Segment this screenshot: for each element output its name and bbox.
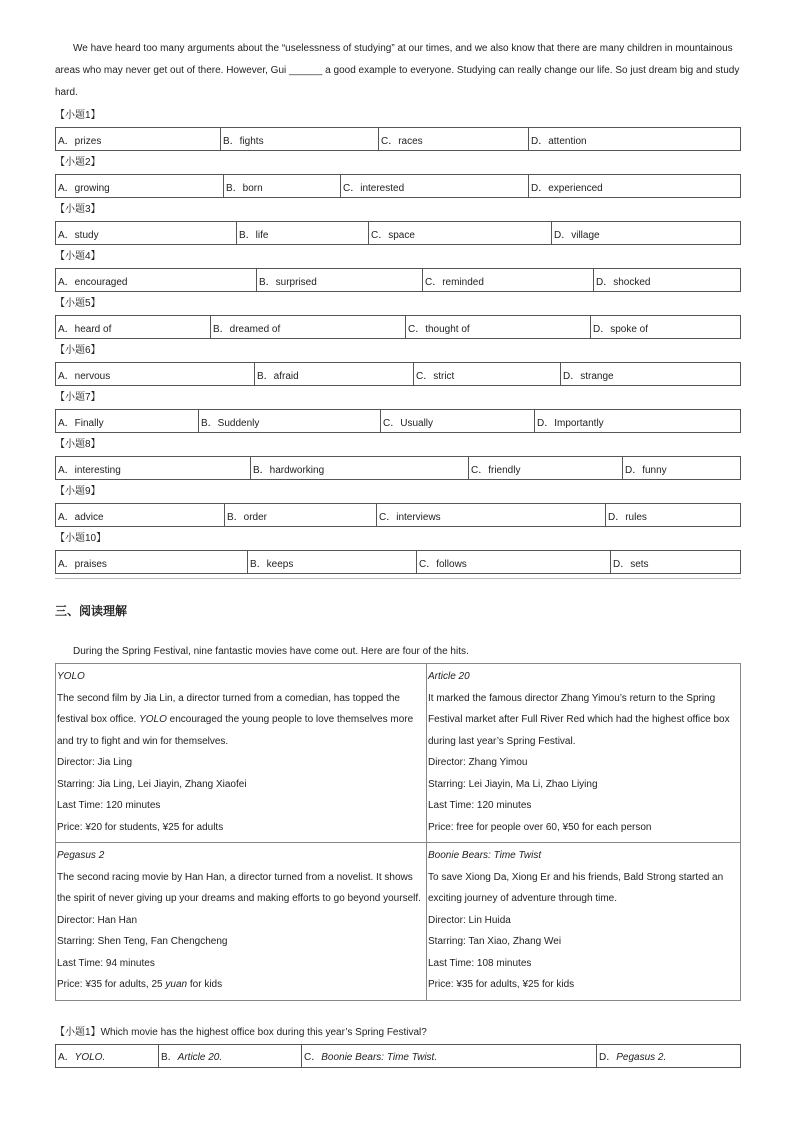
movie-starring: Starring: Shen Teng, Fan Chengcheng	[57, 936, 228, 947]
movie-card-article-20	[427, 664, 741, 843]
option-d[interactable]: D．rules	[606, 504, 741, 527]
question-label: 【小题1】	[55, 110, 101, 121]
option-b[interactable]: B．keeps	[248, 551, 417, 574]
cloze-question-5	[55, 292, 741, 339]
section-divider	[55, 578, 741, 579]
movie-starring: Starring: Lei Jiayin, Ma Li, Zhao Liying	[428, 778, 598, 790]
desc-part-1: The second film by Jia Lin, a director turned from a comedian, has topped the festival box office.	[57, 692, 400, 725]
options-table	[55, 409, 741, 433]
movie-director: Director: Jia Ling	[57, 757, 133, 768]
movie-description: To save Xiong Da, Xiong Er and his friends, Bald Strong started an exciting journey of adventure through time.	[428, 871, 724, 904]
question-label: 【小题5】	[55, 298, 101, 309]
movie-price: Price: ¥35 for adults, ¥25 for kids	[428, 979, 575, 990]
option-b[interactable]: B．surprised	[257, 269, 423, 292]
option-c[interactable]: C．follows	[417, 551, 611, 574]
option-d[interactable]: D．funny	[623, 457, 741, 480]
options-table	[55, 174, 741, 198]
movie-price: Price: free for people over 60, ¥50 for each person	[428, 821, 652, 833]
options-table	[55, 550, 741, 574]
movie-price	[57, 974, 424, 996]
option-c[interactable]: C．races	[379, 128, 529, 151]
question-label: 【小题8】	[55, 439, 101, 450]
option-d[interactable]: D．sets	[611, 551, 741, 574]
options-table	[55, 1044, 741, 1068]
cloze-question-10	[55, 527, 741, 574]
question-label: 【小题1】	[55, 1026, 101, 1038]
option-a[interactable]: A．nervous	[56, 363, 255, 386]
option-d[interactable]	[597, 1044, 741, 1067]
option-b[interactable]	[159, 1044, 302, 1067]
movies-table	[55, 663, 741, 1001]
passage-text-before: We have heard too many arguments about the “uselessness of studying” at our times, and we also know that there are many children in mountainous areas who may never get out of there. However, Gui	[55, 43, 733, 76]
option-b[interactable]: B．born	[224, 175, 341, 198]
option-a[interactable]: A．growing	[56, 175, 224, 198]
option-b[interactable]: B．afraid	[255, 363, 414, 386]
options-table	[55, 315, 741, 339]
option-c[interactable]: C．space	[369, 222, 552, 245]
price-part-2: for kids	[189, 979, 223, 990]
option-text: Article 20.	[177, 1052, 223, 1063]
option-letter: A．	[58, 1052, 75, 1063]
price-unit: yuan	[165, 979, 188, 990]
desc-title-italic: YOLO	[139, 714, 167, 725]
section-title: 三、阅读理解	[55, 604, 128, 618]
option-text: Boonie Bears: Time Twist.	[321, 1052, 438, 1063]
question-label: 【小题6】	[55, 345, 101, 356]
options-table	[55, 221, 741, 245]
option-b[interactable]: B．life	[237, 222, 369, 245]
movie-card-boonie-bears	[427, 843, 741, 1001]
option-b[interactable]: B．order	[225, 504, 377, 527]
option-c[interactable]	[302, 1044, 597, 1067]
option-a[interactable]: A．praises	[56, 551, 248, 574]
movie-last-time: Last Time: 94 minutes	[57, 957, 155, 969]
movie-last-time: Last Time: 108 minutes	[428, 957, 532, 969]
option-a[interactable]: A．Finally	[56, 410, 199, 433]
worksheet-page	[55, 38, 741, 1068]
option-a[interactable]: A．study	[56, 222, 237, 245]
question-label: 【小题3】	[55, 204, 101, 215]
reading-intro: During the Spring Festival, nine fantastic movies have come out. Here are four of the hits.	[73, 646, 469, 657]
movie-director: Director: Han Han	[57, 914, 138, 926]
option-c[interactable]: C．interested	[341, 175, 529, 198]
option-text: Pegasus 2.	[616, 1052, 667, 1063]
cloze-question-6	[55, 339, 741, 386]
options-table	[55, 456, 741, 480]
option-c[interactable]: C．friendly	[469, 457, 623, 480]
cloze-question-3	[55, 198, 741, 245]
option-d[interactable]: D．attention	[529, 128, 741, 151]
option-c[interactable]: C．reminded	[423, 269, 594, 292]
option-letter: B．	[161, 1052, 178, 1063]
options-table	[55, 503, 741, 527]
option-a[interactable]	[56, 1044, 159, 1067]
option-a[interactable]: A．encouraged	[56, 269, 257, 292]
option-text: YOLO.	[74, 1052, 106, 1063]
option-d[interactable]: D．shocked	[594, 269, 741, 292]
cloze-question-2	[55, 151, 741, 198]
movie-starring: Starring: Tan Xiao, Zhang Wei	[428, 936, 562, 947]
desc-part-2: encouraged the young people to love themselves more and try to fight and win for themselves.	[57, 714, 414, 747]
option-letter: C．	[304, 1052, 322, 1063]
option-b[interactable]: B．Suddenly	[199, 410, 381, 433]
option-letter: D．	[599, 1052, 617, 1063]
movie-last-time: Last Time: 120 minutes	[428, 800, 532, 811]
question-label: 【小题10】	[55, 533, 107, 544]
option-d[interactable]: D．Importantly	[535, 410, 741, 433]
option-c[interactable]: C．interviews	[377, 504, 606, 527]
options-table	[55, 127, 741, 151]
cloze-question-8	[55, 433, 741, 480]
question-text: Which movie has the highest office box during this year’s Spring Festival?	[100, 1026, 427, 1038]
movie-starring: Starring: Jia Ling, Lei Jiayin, Zhang Xiaofei	[57, 778, 247, 790]
option-a[interactable]: A．interesting	[56, 457, 251, 480]
passage-text-after: a good example to everyone. Studying can really change our life. So just dream big and study hard.	[55, 65, 740, 98]
movie-last-time: Last Time: 120 minutes	[57, 800, 161, 811]
movie-description: It marked the famous director Zhang Yimou’s return to the Spring Festival market after Full River Red which had the highest office box during last year’s Spring Festival.	[428, 692, 730, 747]
option-a[interactable]: A．heard of	[56, 316, 211, 339]
option-b[interactable]: B．fights	[221, 128, 379, 151]
movie-title: Boonie Bears: Time Twist	[428, 850, 542, 861]
option-d[interactable]: D．village	[552, 222, 741, 245]
options-table	[55, 362, 741, 386]
movie-title: YOLO	[57, 671, 85, 682]
movie-title: Article 20	[428, 671, 470, 682]
question-label: 【小题9】	[55, 486, 101, 497]
options-table	[55, 268, 741, 292]
option-b[interactable]: B．dreamed of	[211, 316, 406, 339]
movie-director: Director: Zhang Yimou	[428, 757, 528, 768]
question-line	[55, 1021, 741, 1044]
option-c[interactable]: C．thought of	[406, 316, 591, 339]
movie-price: Price: ¥20 for students, ¥25 for adults	[57, 821, 224, 833]
option-d[interactable]: D．spoke of	[591, 316, 741, 339]
option-d[interactable]: D．experienced	[529, 175, 741, 198]
movie-director: Director: Lin Huida	[428, 914, 511, 926]
question-label: 【小题4】	[55, 251, 101, 262]
question-label: 【小题7】	[55, 392, 101, 403]
cloze-question-1	[55, 104, 741, 151]
option-d[interactable]: D．strange	[561, 363, 741, 386]
option-a[interactable]: A．prizes	[56, 128, 221, 151]
option-a[interactable]: A．advice	[56, 504, 225, 527]
cloze-question-9	[55, 480, 741, 527]
movie-card-yolo	[56, 664, 427, 843]
question-label: 【小题2】	[55, 157, 101, 168]
cloze-question-4	[55, 245, 741, 292]
movie-title: Pegasus 2	[57, 850, 105, 861]
reading-question-1	[55, 1021, 741, 1068]
price-part-1: Price: ¥35 for adults, 25	[57, 979, 163, 990]
movie-description: The second racing movie by Han Han, a director turned from a novelist. It shows the spirit of never giving up your dreams and making efforts to go beyond yourself.	[57, 871, 421, 904]
movie-description	[57, 688, 424, 753]
option-c[interactable]: C．strict	[414, 363, 561, 386]
cloze-passage	[55, 38, 741, 104]
option-b[interactable]: B．hardworking	[251, 457, 469, 480]
movie-card-pegasus-2	[56, 843, 427, 1001]
cloze-question-7	[55, 386, 741, 433]
option-c[interactable]: C．Usually	[381, 410, 535, 433]
passage-blank: ______	[289, 65, 323, 76]
